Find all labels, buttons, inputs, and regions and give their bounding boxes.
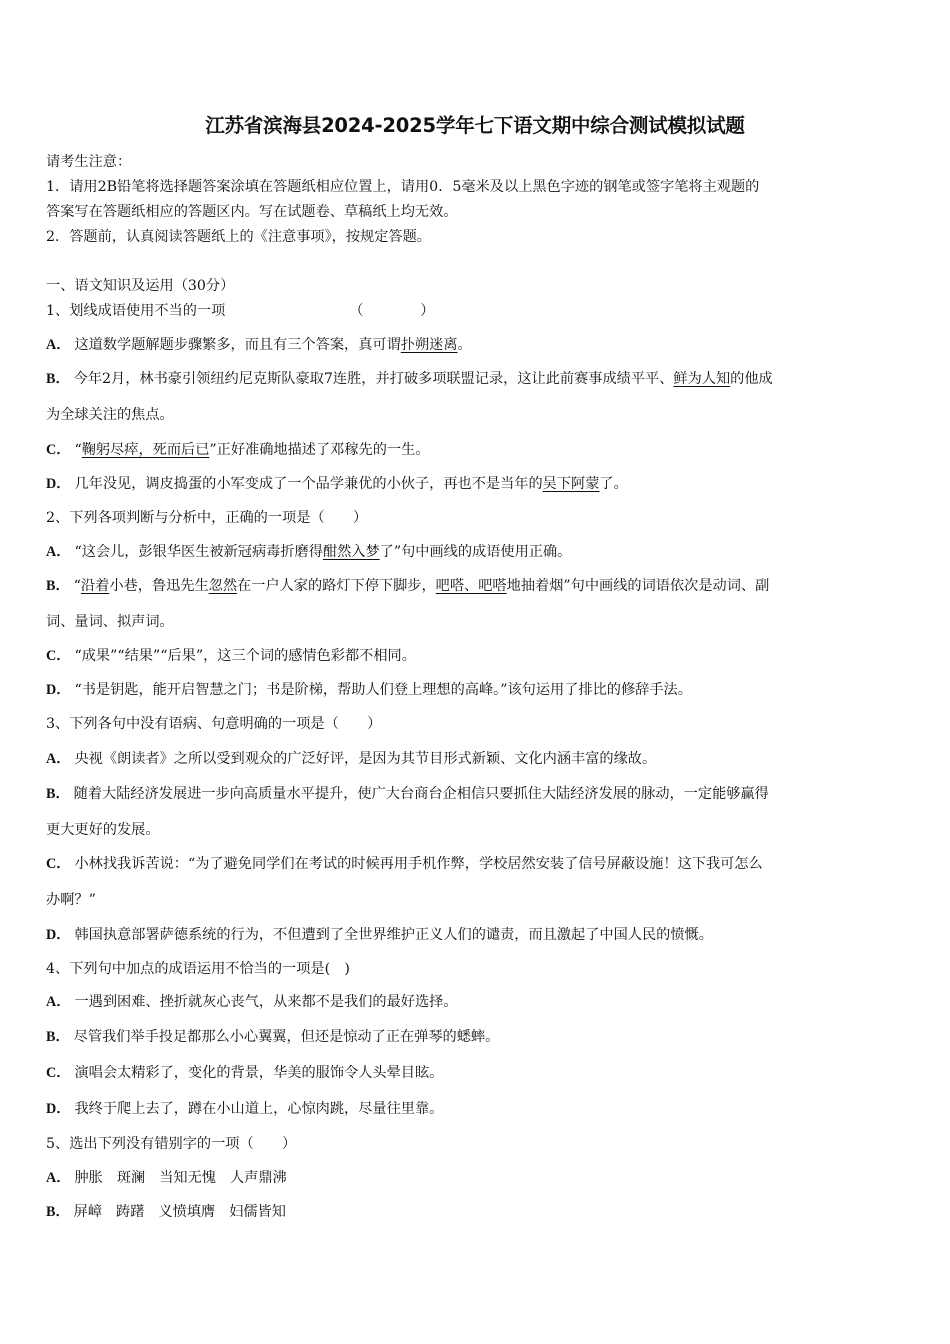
question-5-stem: 5、选出下列没有错别字的一项（ ）	[46, 1136, 297, 1152]
question-5-option-a	[46, 1169, 287, 1187]
question-2-option-b-line-2: 词、量词、拟声词。	[46, 614, 174, 630]
question-3-option-b-line-2: 更大更好的发展。	[46, 822, 160, 838]
option-text-end: 了。	[599, 476, 628, 492]
question-1-option-b	[46, 370, 773, 388]
question-3-option-b	[46, 785, 769, 803]
question-3-option-c-line-2: 办啊？”	[46, 892, 96, 908]
notice-heading: 请考生注意：	[46, 154, 132, 170]
option-word: 义愤填膺	[158, 1204, 216, 1220]
option-letter: A．	[46, 1170, 71, 1186]
option-text: 这道数学题解题步骤繁多，而且有三个答案，真可谓	[74, 337, 401, 353]
question-2-option-b	[46, 577, 769, 595]
question-1-option-d	[46, 475, 628, 493]
question-3-option-d	[46, 926, 713, 944]
option-word: 妇儒皆知	[229, 1204, 286, 1220]
option-word: 踌躇	[116, 1204, 145, 1220]
option-text: 央视《朗读者》之所以受到观众的广泛好评，是因为其节目形式新颖、文化内涵丰富的缘故。	[74, 751, 657, 767]
question-3-option-a	[46, 750, 656, 768]
option-text: 尽管我们举手投足都那么小心翼翼，但还是惊动了正在弹琴的蟋蟀。	[73, 1029, 500, 1045]
option-text: 小林找我诉苦说：“为了避免同学们在考试的时候再用手机作弊，学校居然安装了信号屏蔽设施！这下我可怎么	[74, 856, 763, 872]
page-title: 江苏省滨海县2024-2025学年七下语文期中综合测试模拟试题	[205, 114, 745, 137]
option-text: “成果”“结果”“后果”，这三个词的感情色彩都不相同。	[74, 648, 416, 664]
option-letter: D．	[46, 682, 71, 698]
option-text: 在一户人家的路灯下停下脚步，	[237, 578, 436, 594]
question-4-option-d	[46, 1100, 443, 1118]
underlined-idiom: 吴下阿蒙	[542, 476, 600, 492]
question-3-option-c	[46, 855, 763, 873]
section-heading: 一、语文知识及运用（30分）	[46, 278, 235, 294]
option-letter: A．	[46, 544, 71, 560]
question-2-option-d	[46, 681, 692, 699]
option-text: 一遇到困难、挫折就灰心丧气，从来都不是我们的最好选择。	[74, 994, 458, 1010]
option-text-end: 。	[457, 337, 472, 353]
underlined-word: 沿着	[80, 578, 110, 594]
option-text: 小巷，鲁迅先生	[109, 578, 209, 594]
option-letter: D．	[46, 476, 71, 492]
underlined-idiom: 鞠躬尽瘁，死而后已	[81, 442, 210, 458]
question-4-option-a	[46, 993, 458, 1011]
question-1-stem	[46, 302, 434, 320]
question-1-option-b-line-2: 为全球关注的焦点。	[46, 407, 174, 423]
question-2-stem: 2、下列各项判断与分析中，正确的一项是（ ）	[46, 510, 368, 526]
question-4-option-c	[46, 1064, 443, 1082]
underlined-word: 吧嗒、吧嗒	[435, 578, 507, 594]
option-text-end: 地抽着烟”句中画线的词语依次是动词、副	[506, 578, 770, 594]
underlined-idiom: 酣然入梦	[322, 544, 380, 560]
option-text: “	[74, 442, 82, 458]
question-4-option-b	[46, 1028, 499, 1046]
question-5-option-b	[46, 1203, 286, 1221]
option-text: 我终于爬上去了，蹲在小山道上，心惊肉跳，尽量往里靠。	[74, 1101, 444, 1117]
option-letter: B．	[46, 1204, 70, 1220]
option-letter: D．	[46, 1101, 71, 1117]
option-word: 斑澜	[116, 1170, 146, 1186]
option-letter: B．	[46, 1029, 70, 1045]
question-1-option-a	[46, 336, 472, 354]
option-letter: A．	[46, 994, 71, 1010]
underlined-idiom: 鲜为人知	[673, 371, 731, 387]
option-text: 演唱会太精彩了，变化的背景，华美的服饰令人头晕目眩。	[74, 1065, 444, 1081]
notice-item-2: 2．答题前，认真阅读答题纸上的《注意事项》，按规定答题。	[46, 229, 431, 245]
question-1-option-c	[46, 441, 429, 459]
notice-item-1-line-1: 1．请用2B铅笔将选择题答案涂填在答题纸相应位置上，请用0．5毫米及以上黑色字迹的钢笔或签字笔将主观题的	[46, 179, 760, 195]
option-letter: B．	[46, 578, 70, 594]
option-letter: C．	[46, 1065, 71, 1081]
underlined-idiom: 扑朔迷离	[400, 337, 458, 353]
option-text: 随着大陆经济发展进一步向高质量水平提升，使广大台商台企相信只要抓住大陆经济发展的脉动，一定能够赢得	[73, 786, 769, 802]
option-word: 人声鼎沸	[229, 1170, 287, 1186]
option-text: 今年2月，林书豪引领纽约尼克斯队豪取7连胜，并打破多项联盟记录，这让此前赛事成绩平平、	[73, 371, 674, 387]
question-2-option-c	[46, 647, 416, 665]
option-text-end: ”正好准确地描述了邓稼先的一生。	[209, 442, 430, 458]
question-3-stem: 3、下列各句中没有语病、句意明确的一项是（ ）	[46, 716, 382, 732]
option-text: “书是钥匙，能开启智慧之门；书是阶梯，帮助人们登上理想的高峰。”该句运用了排比的修辞手法。	[74, 682, 692, 698]
option-letter: D．	[46, 927, 71, 943]
option-letter: C．	[46, 442, 71, 458]
underlined-word: 忽然	[208, 578, 238, 594]
option-text-end: 的他成	[730, 371, 773, 387]
option-letter: B．	[46, 371, 70, 387]
option-letter: B．	[46, 786, 70, 802]
option-word: 肿胀	[74, 1170, 103, 1186]
option-text: “这会儿，彭银华医生被新冠病毒折磨得	[74, 544, 323, 560]
option-letter: A．	[46, 337, 71, 353]
option-text: 韩国执意部署萨德系统的行为，不但遭到了全世界维护正义人们的谴责，而且激起了中国人民的愤慨。	[74, 927, 713, 943]
notice-item-1-line-2: 答案写在答题纸相应的答题区内。写在试题卷、草稿纸上均无效。	[46, 204, 458, 220]
question-1-text: 1、划线成语使用不当的一项	[46, 303, 226, 319]
question-4-stem: 4、下列句中加点的成语运用不恰当的一项是( )	[46, 961, 350, 977]
option-word: 屏嶂	[73, 1204, 103, 1220]
question-2-option-a	[46, 543, 571, 561]
option-text: 几年没见，调皮捣蛋的小军变成了一个品学兼优的小伙子，再也不是当年的	[74, 476, 543, 492]
answer-parentheses: （ ）	[349, 303, 435, 319]
option-letter: A．	[46, 751, 71, 767]
option-word: 当知无愧	[159, 1170, 216, 1186]
option-letter: C．	[46, 856, 71, 872]
option-text: “	[73, 578, 81, 594]
option-text-end: 了”句中画线的成语使用正确。	[379, 544, 572, 560]
option-letter: C．	[46, 648, 71, 664]
